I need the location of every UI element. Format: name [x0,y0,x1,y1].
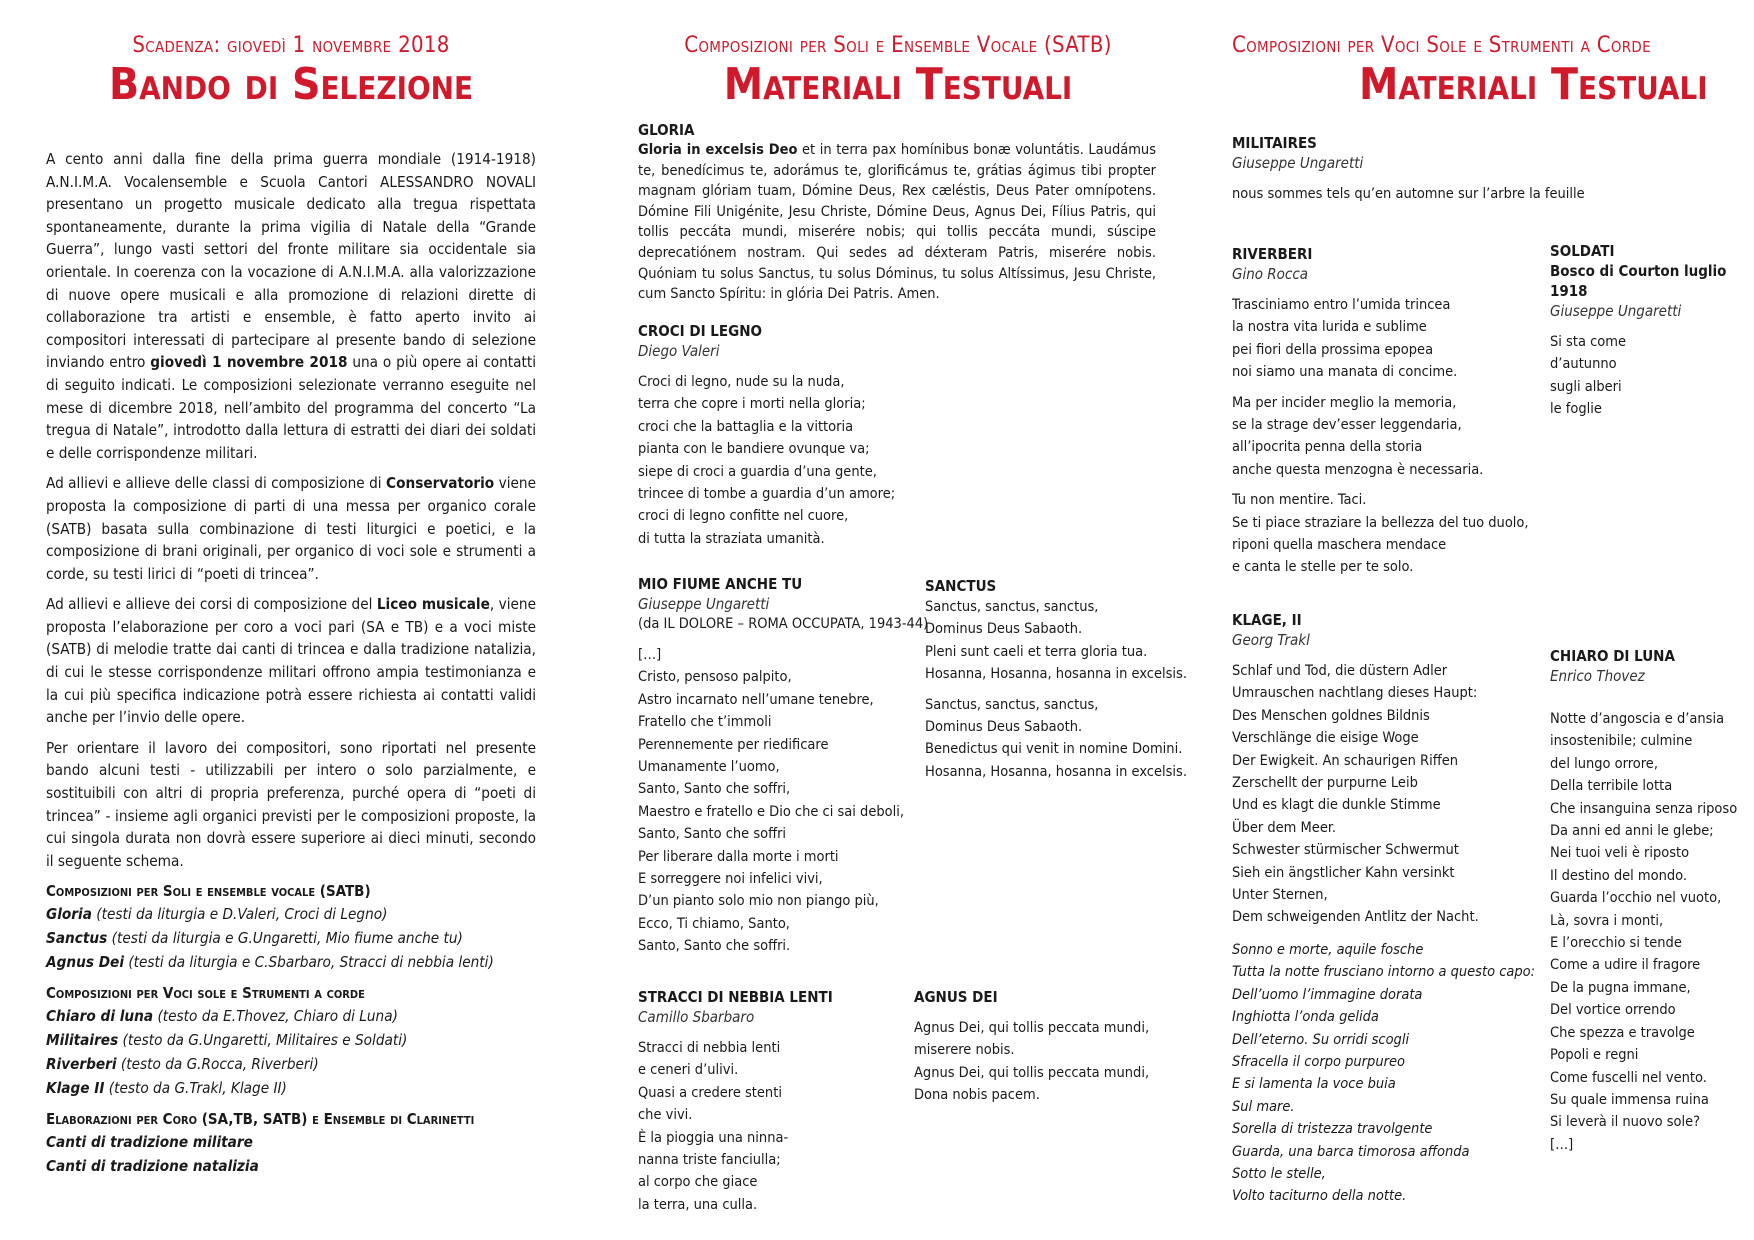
poem-author: Giuseppe Ungaretti [638,595,770,613]
intro-paragraph: A cento anni dalla fine della prima guerra mondiale (1914-1918) A.N.I.M.A. Vocalensemble e Scuola Cantori ALESSANDRO NOVALI presentano un progetto musicale dedicato alla tregua rispettata spontaneamente, durante la prima vigilia di Natale della “Grande Guerra”, lungo vasti settori del fronte militare sia occidentale sia orientale. In coerenza con la vocazione di A.N.I.M.A. alla valorizzazione di nuove opere musicali e alla promozione di relazioni dirette di collaborazione tra artisti e ensemble, è fatto aperto invito ai compositori interessati di partecipare al presente bando di selezione inviando entro giovedì 1 novembre 2018 una o più opere ai contatti di seguito indicati. Le composizioni selezionate verranno eseguite nel mese di dicembre 2018, nell’ambito del programma del concerto “La tregua di Natale”, introdotto dalla lettura di estratti dei diari dei soldati e delle corrispondenze militari. [46,150,536,462]
poem-title: AGNUS DEI [914,988,998,1006]
poem-title: RIVERBERI [1232,245,1313,263]
category-item: Sanctus (testi da liturgia e G.Ungaretti, Mio fiume anche tu) [46,929,463,948]
column-bando [46,0,536,1178]
poem-author: Diego Valeri [638,342,720,360]
poem-sanctus [925,576,1187,791]
category-item: Agnus Dei (testi da liturgia e C.Sbarbaro, Stracci di nebbia lenti) [46,953,494,972]
poem-stracci-di-nebbia [638,987,833,1216]
poem-title: GLORIA [638,121,695,139]
poem-note: (da IL DOLORE – ROMA OCCUPATA, 1943-44) [638,616,929,632]
poem-mio-fiume [638,574,928,958]
poem-gloria [638,120,1156,319]
category-elaborazioni: Elaborazioni per Coro (SA,TB, SATB) e Ensemble di Clarinetti [46,1110,475,1129]
poem-title: SANCTUS [925,577,997,595]
poem-title: STRACCI DI NEBBIA LENTI [638,988,833,1006]
poem-title: MILITAIRES [1232,134,1317,152]
column-voci-strumenti [1232,0,1738,1240]
category-item: Canti di tradizione militare [46,1133,253,1152]
poem-title: KLAGE, II [1232,611,1302,629]
poem-author: Gino Rocca [1232,265,1309,283]
category-item: Klage II (testo da G.Trakl, Klage II) [46,1079,287,1098]
poem-title: CHIARO DI LUNA [1550,647,1675,665]
column-pretitle: Composizioni per Voci Sole e Strumenti a Corde [1232,33,1651,58]
poem-subtitle: Bosco di Courton luglio 1918 [1550,262,1727,300]
poem-lines: Sanctus, sanctus, sanctus, Dominus Deus Sabaoth. Pleni sunt caeli et terra gloria tua. Hosanna, Hosanna, hosanna in excelsis. Sanctus, sanctus, sanctus, Dominus Deus Sabaoth. Benedictus qui venit in nomine Domini. Hosanna, Hosanna, hosanna in excelsis. [925,599,1187,780]
poem-lines: Trasciniamo entro l’umida trincea la nostra vita lurida e sublime pei fiori della prossima epopea noi siamo una manata di concime. Ma per incider meglio la memoria, se la strage dev’esser leggendaria, all’ipocrita penna della storia anche questa menzogna è necessaria. Tu non mentire. Taci. Se ti piace straziare la bellezza del tuo duolo, riponi quella maschera mendace e canta le stelle per te solo. [1232,297,1529,576]
poem-lines: Notte d’angoscia e d’ansia insostenibile; culmine del lungo orrore, Della terribile lotta Che insanguina senza riposo Da anni ed anni le glebe; Nei tuoi veli è riposto Il destino del mondo. Guarda l’occhio nel vuoto, Là, sovra i monti, E l’orecchio si tende Come a udire il fragore De la pugna immane, Del vortice orrendo Che spezza e travolge Popoli e regni Come fuscelli nel vento. Su quale immensa ruina Si leverà il nuovo sole? […] [1550,711,1738,1153]
poem-lines: Stracci di nebbia lenti e ceneri d’ulivi. Quasi a credere stenti che vivi. È la pioggia una ninna- nanna triste fanciulla; al corpo che giace la terra, una culla. [638,1040,789,1213]
page-title: Bando di Selezione [108,59,474,110]
poem-title: MIO FIUME ANCHE TU [638,575,803,593]
conservatorio-paragraph: Ad allievi e allieve delle classi di composizione di Conservatorio viene proposta la composizione di parti di una messa per organico corale (SATB) basata sulla combinazione di testi liturgici e poetici, e la composizione di brani originali, per organico di voci sole e strumenti a corde, su testi lirici di “poeti di trincea”. [46,474,536,583]
poem-lines: Croci di legno, nude su la nuda, terra che copre i morti nella gloria; croci che la battaglia e la vittoria pianta con le bandiere ovunque va; siepe di croci a guardia d’una gente, trincee di tombe a guardia d’un amore; croci di legno confitte nel cuore, di tutta la straziata umanità. [638,374,896,547]
deadline: Scadenza: giovedì 1 novembre 2018 [132,33,450,58]
poem-lines: Si sta come d’autunno sugli alberi le foglie [1550,334,1626,418]
poem-author: Camillo Sbarbaro [638,1008,755,1026]
category-item: Chiaro di luna (testo da E.Thovez, Chiaro di Luna) [46,1007,398,1026]
category-voci-strumenti: Composizioni per Voci sole e Strumenti a corde [46,984,365,1003]
klage-translation: Sonno e morte, aquile fosche Tutta la notte frusciano intorno a questo capo: Dell’uomo l’immagine dorata Inghiotta l’onda gelida Dell’eterno. Su orridi scogli Sfracella il corpo purpureo E si lamenta la voce buia Sul mare. Sorella di tristezza travolgente Guarda, una barca timorosa affonda Sotto le stelle, Volto taciturno della notte. [1232,941,1536,1205]
poem-lines: nous sommes tels qu’en automne sur l’arbre la feuille [1232,186,1585,202]
poem-title: SOLDATI [1550,242,1615,260]
poem-chiaro-di-luna [1550,646,1737,1156]
poem-militaires [1232,133,1585,205]
schema-paragraph: Per orientare il lavoro dei compositori, sono riportati nel presente bando alcuni testi - utilizzabili per intero o solo parzialmente, e sostituibili con altri di propria preferenza, purché opera di “poeti di trincea” - insieme agli organici previsti per le composizioni proposte, la cui singola durata non dovrà essere superiore ai dieci minuti, secondo il seguente schema. [46,738,536,870]
liceo-paragraph: Ad allievi e allieve dei corsi di composizione del Liceo musicale, viene proposta l’elaborazione per coro a voci pari (SA e TB) e a voci miste (SATB) di melodie tratte dai canti di trincea e dalla tradizione natalizia, di cui le stesse corrispondenze militari offrono ampia testimonianza e la cui più specifica indicazione potrà essere richiesta ai contatti validi anche per l’invio delle opere. [46,595,536,727]
column-satb [638,0,1187,1240]
category-item: Riverberi (testo da G.Rocca, Riverberi) [46,1055,319,1074]
poem-text: Gloria in excelsis Deo et in terra pax homínibus bonæ voluntátis. Laudámus te, benedícimus te, adorámus te, glorificámus te, grátias ágimus tibi propter magnam glóriam tuam, Dómine Deus, Rex cæléstis, Deus Pater omnípotens. Dómine Fili Unigénite, Jesu Christe, Dómine Deus, Agnus Dei, Fílius Patris, qui tollis peccáta mundi, miserére nobis; qui tollis peccáta mundi, súscipe deprecatiónem nostram. Qui sedes ad déxteram Patris, miserére nobis. Quóniam tu solus Sanctus, tu solus Dóminus, tu solus Altíssimus, Jesu Christe, cum Sancto Spíritu: in glória Dei Patris. Amen. [638,142,1157,303]
column-title: Materiali Testuali [723,59,1073,110]
poem-author: Georg Trakl [1232,631,1310,649]
poem-author: Giuseppe Ungaretti [1232,154,1364,172]
column-title: Materiali Testuali [1359,59,1708,110]
category-item: Militaires (testo da G.Ungaretti, Militaires e Soldati) [46,1031,408,1050]
poem-lines: […] Cristo, pensoso palpito, Astro incarnato nell’umane tenebre, Fratello che t’immoli Perennemente per riedificare Umanamente l’uomo, Santo, Santo che soffri, Maestro e fratello e Dio che ci sai deboli, Santo, Santo che soffri Per liberare dalla morte i morti E sorreggere noi infelici vivi, D’un pianto solo mio non piango più, Ecco, Ti chiamo, Santo, Santo, Santo che soffri. [638,647,905,955]
poem-lines: Schlaf und Tod, die düstern Adler Umrauschen nachtlang dieses Haupt: Des Menschen goldnes Bildnis Verschlänge die eisige Woge Der Ewigkeit. An schaurigen Riffen Zerschellt der purpurne Leib Und es klagt die dunkle Stimme Über dem Meer. Schwester stürmischer Schwermut Sieh ein ängstlicher Kahn versinkt Unter Sternen, Dem schweigenden Antlitz der Nacht. Sonno e morte, aquile fosche Tutta la notte frusciano intorno a questo capo: Dell’uomo l’immagine dorata Inghiotta l’onda gelida Dell’eterno. Su orridi scogli Sfracella il corpo purpureo E si lamenta la voce buia Sul mare. Sorella di tristezza travolgente Guarda, una barca timorosa affonda Sotto le stelle, Volto taciturno della notte. [1232,660,1535,1208]
poem-agnus-dei [914,987,1149,1107]
poem-author: Enrico Thovez [1550,667,1645,685]
poem-author: Giuseppe Ungaretti [1550,302,1682,320]
poem-lines: Agnus Dei, qui tollis peccata mundi, miserere nobis. Agnus Dei, qui tollis peccata mundi, Dona nobis pacem. [914,1020,1150,1104]
poem-croci-di-legno [638,321,895,550]
category-item: Gloria (testi da liturgia e D.Valeri, Croci di Legno) [46,905,388,924]
column-pretitle: Composizioni per Soli e Ensemble Vocale (SATB) [684,33,1112,58]
poem-title: CROCI DI LEGNO [638,322,762,340]
poem-riverberi [1232,244,1529,587]
poem-soldati [1550,241,1732,421]
poem-klage [1232,610,1535,1208]
category-item: Canti di tradizione natalizia [46,1157,259,1176]
category-soli-ensemble: Composizioni per Soli e ensemble vocale (SATB) [46,882,371,901]
